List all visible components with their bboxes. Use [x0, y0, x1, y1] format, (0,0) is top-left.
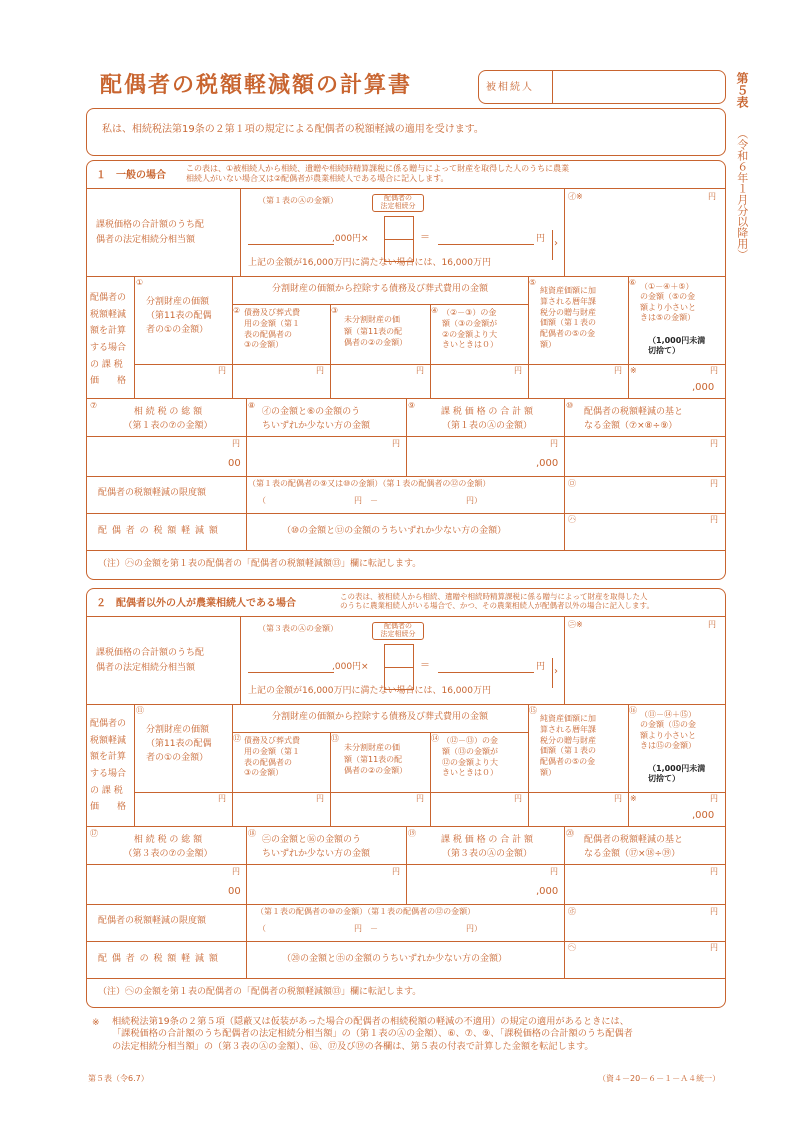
s2-legal-share-amount-field[interactable]: [566, 632, 724, 702]
heir-label: 被相続人: [486, 82, 534, 93]
s1-reduction-label: 配 偶 者 の 税 額 軽 減 額: [98, 526, 219, 536]
s1-box-yen: 円: [708, 192, 716, 201]
s2-col3-num: ⑬: [331, 734, 339, 743]
s2-row20-field[interactable]: [566, 876, 724, 902]
s1-limit-label: 配偶者の税額軽減の限度額: [98, 488, 207, 498]
s2-legal-share-text: [372, 622, 424, 638]
s2-limit-mark: ㋭: [568, 907, 576, 916]
s1-row7-yen: 円: [232, 439, 240, 448]
s1-row10-label: 配偶者の税額軽減の基と なる金額（⑦×⑧÷⑨）: [584, 407, 684, 431]
s2-col6-num: ⑯: [629, 706, 637, 715]
s2-col3-label: 未分割財産の価 額（第11表の配 偶者の②の金額）: [344, 743, 408, 776]
s1-col4-field[interactable]: [432, 376, 526, 396]
s1-col5-num: ⑤: [529, 278, 537, 287]
s2-col5-num: ⑮: [529, 706, 537, 715]
s2-yen-c4: 円: [514, 794, 522, 803]
s2-row19-thousand: ,000: [536, 886, 559, 897]
s2-row19-num: ⑲: [408, 829, 416, 838]
s2-limit-paren: （ 円 － 円）: [258, 924, 482, 933]
s2-yen-c6: 円: [710, 794, 718, 803]
s1-col3-num: ③: [331, 306, 339, 315]
s2-reduction-yen: 円: [710, 943, 718, 952]
s1-row9-thousand: ,000: [536, 458, 559, 469]
section2-note-line2: のうちに農業相続人がいる場合で、かつ、その農業相続人が配偶者以外の場合に記入します。: [340, 601, 654, 611]
section1-note: [186, 164, 569, 183]
s1-calc-label: 配偶者の 税額軽減 額を計算 する場合 の 課 税 価 格: [90, 293, 127, 387]
s1-col3-label: 未分割財産の価 額（第11表の配 偶者の②の金額）: [344, 315, 408, 348]
s2-row17-zero: 00: [228, 886, 241, 897]
s1-col1-field[interactable]: [136, 376, 230, 396]
s1-box-mark: ㋑※: [568, 192, 583, 201]
s1-legal-share-text: [372, 194, 424, 210]
s1-thousand-times: ,000円×: [332, 234, 369, 244]
form-period-side: （令和６年１月分以降用）: [735, 128, 749, 260]
s2-reduction-mark: ㋬: [568, 943, 576, 952]
s1-row10-yen: 円: [710, 439, 718, 448]
s1-row10-field[interactable]: [566, 448, 724, 474]
s1-row9-field[interactable]: [408, 448, 534, 474]
s2-row19-label: 課 税 価 格 の 合 計 額 （第３表のⒶの金額）: [440, 835, 534, 859]
s1-legal-share-amount-field[interactable]: [566, 204, 724, 274]
s1-col1-label: 分割財産の価額 （第11表の配偶 者の①の金額）: [146, 297, 212, 335]
s1-limit-mark: ㋺: [568, 479, 576, 488]
s1-legal-share-2: 法定相続分: [380, 202, 416, 211]
s2-legal-share-2: 法定相続分: [380, 630, 416, 639]
s1-row8-label: ㋑の金額と⑥の金額のう ちいずれか少ない方の金額: [262, 407, 371, 431]
s1-equals: ＝: [420, 232, 430, 243]
s2-col4-label: （⑫－⑬）の金 額（⑬の金額が ⑫の金額より大 きいときは０）: [442, 736, 498, 778]
s1-taxable-label-1: 課税価格の合計額のうち配: [96, 220, 205, 230]
section1-note-line2: 相続人がいない場合又は②配偶者が農業相続人である場合に記入します。: [186, 173, 449, 183]
s2-col3-field[interactable]: [332, 804, 428, 824]
section2-note-line1: この表は、被相続人から相続、遺贈や相続時精算課税に係る贈与によって財産を取得した人: [340, 592, 648, 601]
s2-legal-share-1: 配偶者の: [384, 622, 412, 630]
s2-limit-label: 配偶者の税額軽減の限度額: [98, 916, 207, 926]
s1-footnote: （注）㋩の金額を第１表の配偶者の「配偶者の税額軽減額⑬」欄に転記します。: [98, 559, 422, 569]
s2-row20-num: ⑳: [566, 829, 574, 838]
s1-limit-yen: 円: [710, 479, 718, 488]
s1-taxable-label-2: 偶者の法定相続分相当額: [96, 235, 196, 246]
s2-col6-thousand: ,000: [692, 810, 715, 821]
s2-row20-label: 配偶者の税額軽減の基と なる金額（⑰×⑱÷⑲）: [584, 835, 684, 859]
s2-reduction-field[interactable]: [566, 954, 724, 976]
s2-row19-field[interactable]: [408, 876, 534, 902]
s1-col3-field[interactable]: [332, 376, 428, 396]
page-title: 配偶者の税額軽減額の計算書: [100, 73, 413, 98]
section1-heading: １ 一般の場合: [96, 170, 166, 181]
section1-note-line1: この表は、①被相続人から相続、遺贈や相続時精算課税に係る贈与によって財産を取得した人のうちに農業: [186, 164, 570, 173]
footer-note-line2: 「課税価格の合計額のうち配偶者の法定相続分相当額」の（第１表のⒶの金額）、⑥、⑦、⑨、「課税価格の合計額のうち配偶者: [112, 1028, 633, 1040]
s1-col5-field[interactable]: [530, 376, 626, 396]
s2-col1-num: ⑪: [136, 706, 144, 715]
s1-limit-formula: （第１表の配偶者の⑨又は⑩の金額）（第１表の配偶者の⑫の金額）: [248, 479, 491, 488]
s2-yen-a: 円: [536, 662, 546, 672]
statement-text: 私は、相続税法第19条の２第１項の規定による配偶者の税額軽減の適用を受けます。: [102, 124, 484, 135]
s1-reduction-mark: ㋩: [568, 515, 576, 524]
s1-col6-note: （1,000円未満 切捨て）: [648, 336, 706, 356]
s1-col5-label: 純資産価額に加 算される暦年課 税分の贈与財産 価額（第１表の 配偶者の⑤の金 額）: [540, 286, 596, 349]
s1-col1-num: ①: [136, 278, 144, 287]
s2-col5-label: 純資産価額に加 算される暦年課 税分の贈与財産 価額（第１表の 配偶者の⑤の金 額）: [540, 714, 596, 777]
s1-yen-c5: 円: [614, 366, 622, 375]
s2-row17-num: ⑰: [90, 829, 98, 838]
s2-row18-field[interactable]: [248, 876, 404, 902]
s2-row17-field[interactable]: [88, 876, 224, 902]
s2-minimum-note: 上記の金額が16,000万円に満たない場合には、16,000万円: [248, 686, 491, 696]
s2-row18-label: ㋥の金額と⑯の金額のう ちいずれか少ない方の金額: [262, 835, 371, 859]
s2-row17-label: 相 続 税 の 総 額 （第３表の⑦の金額）: [123, 835, 213, 859]
s2-taxable-label-1: 課税価格の合計額のうち配: [96, 648, 205, 658]
s2-ref-label: （第３表のⒶの金額）: [258, 624, 338, 633]
s2-col4-field[interactable]: [432, 804, 526, 824]
s2-box-yen: 円: [708, 620, 716, 629]
s2-row20-yen: 円: [710, 867, 718, 876]
s2-limit-yen: 円: [710, 907, 718, 916]
s2-col6-label: （⑪－⑭＋⑮） の金額（⑮の金 額より小さいと きは⑮の金額）: [640, 710, 696, 751]
s1-yen-c4: 円: [514, 366, 522, 375]
s1-row9-label: 課 税 価 格 の 合 計 額 （第１表のⒶの金額）: [440, 407, 534, 431]
s2-row19-yen: 円: [550, 867, 558, 876]
s2-yen-c3: 円: [416, 794, 424, 803]
heir-name-field[interactable]: [556, 72, 722, 102]
footer-note: [112, 1016, 633, 1053]
s1-row7-num: ⑦: [90, 401, 98, 410]
s2-row18-num: ⑱: [248, 829, 256, 838]
footer-note-line1: 相続税法第19条の２第５項（隠蔽又は仮装があった場合の配偶者の相続税額の軽減の不適用）の規定の適用があるときには、: [112, 1016, 629, 1027]
s1-row8-field[interactable]: [248, 448, 404, 474]
s1-yen-c6: 円: [710, 366, 718, 375]
s2-yen-c5: 円: [614, 794, 622, 803]
s2-yen-c2: 円: [316, 794, 324, 803]
s2-equals: ＝: [420, 660, 430, 671]
s1-col4-num: ④: [431, 306, 439, 315]
s2-col2-label: 債務及び葬式費 用の金額（第１ 表の配偶者の ③の金額）: [244, 736, 300, 778]
s2-col6-mark: ※: [630, 794, 637, 803]
s2-yen-c1: 円: [218, 794, 226, 803]
s1-col2-num: ②: [233, 306, 241, 315]
s1-col2-field[interactable]: [234, 376, 328, 396]
s2-taxable-label: [96, 646, 204, 677]
s1-taxable-label: [96, 218, 204, 249]
section2-note: [340, 592, 654, 611]
s2-calc-label: 配偶者の 税額軽減 額を計算 する場合 の 課 税 価 格: [90, 719, 127, 813]
s2-limit-field[interactable]: [566, 918, 724, 940]
s1-legal-share-1: 配偶者の: [384, 194, 412, 202]
s1-deduct-header: 分割財産の価額から控除する債務及び葬式費用の金額: [271, 284, 488, 294]
s1-yen-a: 円: [536, 234, 546, 244]
s1-row8-yen: 円: [392, 439, 400, 448]
s2-col6-field[interactable]: [630, 804, 690, 824]
s1-yen-c3: 円: [416, 366, 424, 375]
s1-yen-c2: 円: [316, 366, 324, 375]
s2-footnote: （注）㋬の金額を第１表の配偶者の「配偶者の税額軽減額⑬」欄に転記します。: [98, 987, 422, 997]
s1-row7-label: 相 続 税 の 総 額 （第１表の⑦の金額）: [123, 407, 213, 431]
s1-row10-num: ⑩: [566, 401, 574, 410]
s1-col6-num: ⑥: [629, 278, 637, 287]
s1-row9-num: ⑨: [408, 401, 416, 410]
footer-form-id: （資４－20－６－１－Ａ４統一）: [598, 1074, 721, 1083]
s2-col4-num: ⑭: [431, 734, 439, 743]
s1-limit-paren: （ 円 － 円）: [258, 496, 482, 505]
s2-limit-formula: （第１表の配偶者の⑩の金額）（第１表の配偶者の⑫の金額）: [256, 907, 476, 916]
s2-reduction-label: 配 偶 者 の 税 額 軽 減 額: [98, 954, 219, 964]
s1-reduction-formula: （⑩の金額と㋺の金額のうちいずれか少ない方の金額）: [282, 526, 507, 536]
s1-col2-label: 債務及び葬式費 用の金額（第１ 表の配偶者の ③の金額）: [244, 308, 300, 350]
footer-note-mark: ※: [92, 1018, 100, 1028]
section2-heading: ２ 配偶者以外の人が農業相続人である場合: [96, 598, 296, 609]
s1-row7-zero: 00: [228, 458, 241, 469]
s1-yen-c1: 円: [218, 366, 226, 375]
s1-reduction-field[interactable]: [566, 526, 724, 548]
form-number-side: 第５表: [735, 72, 749, 108]
s1-reduction-yen: 円: [710, 515, 718, 524]
s2-col6-note: （1,000円未満 切捨て）: [648, 764, 706, 784]
s2-col2-field[interactable]: [234, 804, 328, 824]
s1-col6-mark: ※: [630, 366, 637, 375]
s1-row9-yen: 円: [550, 439, 558, 448]
s1-col6-label: （①－④＋⑤） の金額（⑤の金 額より小さいと きは⑤の金額）: [640, 282, 696, 323]
s1-col6-thousand: ,000: [692, 382, 715, 393]
s1-limit-field[interactable]: [566, 490, 724, 512]
s1-arrow: ›: [554, 238, 558, 249]
s2-deduct-header: 分割財産の価額から控除する債務及び葬式費用の金額: [271, 712, 488, 722]
s2-col1-field[interactable]: [136, 804, 230, 824]
s2-taxable-label-2: 偶者の法定相続分相当額: [96, 663, 196, 674]
s2-col2-num: ⑫: [233, 734, 241, 743]
s2-row18-yen: 円: [392, 867, 400, 876]
s1-minimum-note: 上記の金額が16,000万円に満たない場合には、16,000万円: [248, 258, 491, 268]
s1-row8-num: ⑧: [248, 401, 256, 410]
footer-form-code: 第５表（令6.7）: [88, 1074, 149, 1083]
s2-row17-yen: 円: [232, 867, 240, 876]
s2-col5-field[interactable]: [530, 804, 626, 824]
s2-col1-label: 分割財産の価額 （第11表の配偶 者の①の金額）: [146, 725, 212, 763]
s1-ref-label: （第１表のⒶの金額）: [258, 196, 338, 205]
s2-arrow: ›: [554, 666, 558, 677]
s1-col6-field[interactable]: [630, 376, 690, 396]
footer-note-line3: の法定相続分相当額」の（第３表のⒶの金額）、⑯、⑰及び⑲の各欄は、第５表の付表で計算した金額を転記します。: [112, 1040, 594, 1052]
s1-col4-label: （②－③）の金 額（③の金額が ②の金額より大 きいときは０）: [442, 308, 498, 350]
s1-row7-field[interactable]: [88, 448, 224, 474]
s2-box-mark: ㋥※: [568, 620, 583, 629]
s2-thousand-times: ,000円×: [332, 662, 369, 672]
s2-reduction-formula: （⑳の金額と㋭の金額のうちいずれか少ない方の金額）: [282, 954, 508, 964]
